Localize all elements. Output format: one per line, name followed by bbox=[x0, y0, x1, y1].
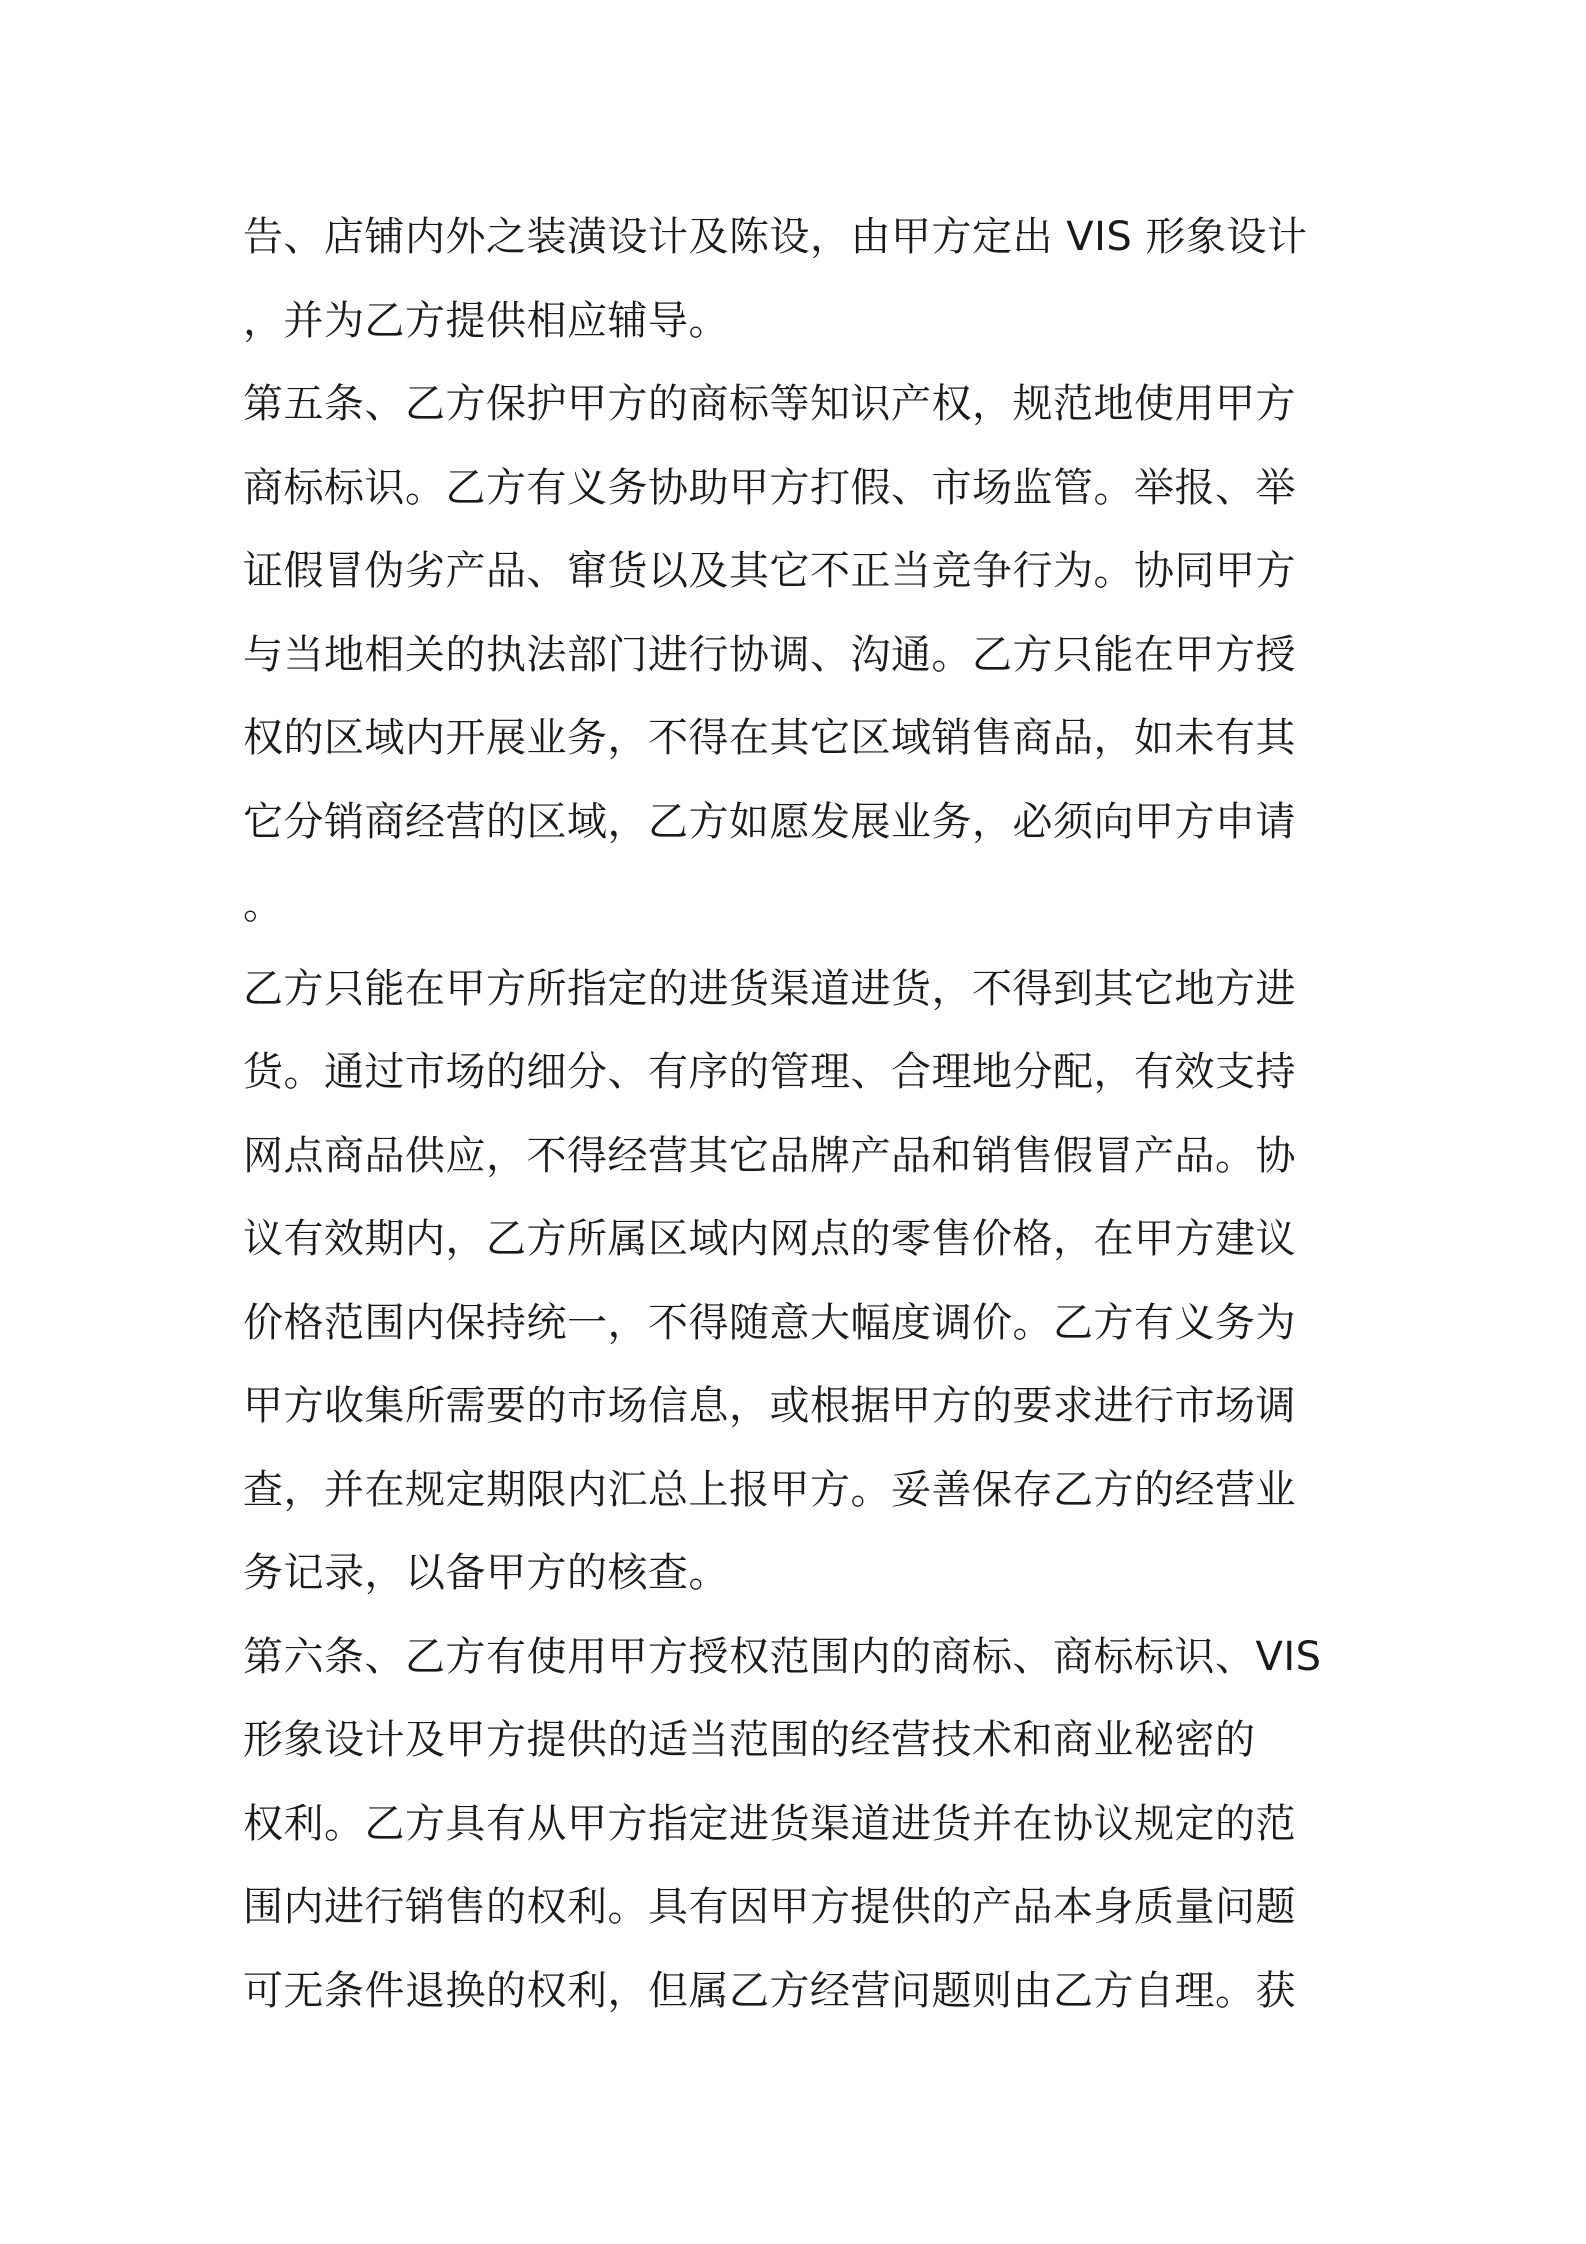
text-line: 可无条件退换的权利，但属乙方经营问题则由乙方自理。获 bbox=[243, 1967, 1296, 2014]
text-line: 乙方只能在甲方所指定的进货渠道进货，不得到其它地方进 bbox=[243, 965, 1296, 1012]
text-line: 货。通过市场的细分、有序的管理、合理地分配，有效支持 bbox=[243, 1049, 1296, 1095]
document-body bbox=[243, 196, 1353, 2033]
text-line: 查，并在规定期限内汇总上报甲方。妥善保存乙方的经营业 bbox=[243, 1466, 1296, 1513]
text-line: 。 bbox=[243, 882, 284, 928]
text-line: 它分销商经营的区域，乙方如愿发展业务，必须向甲方申请 bbox=[243, 798, 1296, 845]
text-line: 价格范围内保持统一，不得随意大幅度调价。乙方有义务为 bbox=[243, 1299, 1296, 1346]
text-line: 第六条、乙方有使用甲方授权范围内的商标、商标标识、VIS bbox=[243, 1633, 1322, 1680]
text-line: 议有效期内，乙方所属区域内网点的零售价格，在甲方建议 bbox=[243, 1216, 1296, 1262]
text-line: 第五条、乙方保护甲方的商标等知识产权，规范地使用甲方 bbox=[243, 381, 1296, 427]
text-line: 权的区域内开展业务，不得在其它区域销售商品，如未有其 bbox=[243, 715, 1296, 761]
text-line: 务记录，以备甲方的核查。 bbox=[243, 1550, 729, 1596]
text-line: 证假冒伪劣产品、窜货以及其它不正当竞争行为。协同甲方 bbox=[243, 548, 1296, 594]
text-line: 与当地相关的执法部门进行协调、沟通。乙方只能在甲方授 bbox=[243, 631, 1296, 678]
text-line: 商标标识。乙方有义务协助甲方打假、市场监管。举报、举 bbox=[243, 464, 1296, 511]
text-line: 围内进行销售的权利。具有因甲方提供的产品本身质量问题 bbox=[243, 1884, 1296, 1930]
text-line: 形象设计及甲方提供的适当范围的经营技术和商业秘密的 bbox=[243, 1717, 1256, 1763]
text-line: 告、店铺内外之装潢设计及陈设，由甲方定出 VIS 形象设计 bbox=[243, 214, 1308, 260]
text-line: ，并为乙方提供相应辅导。 bbox=[243, 297, 729, 344]
text-line: 权利。乙方具有从甲方指定进货渠道进货并在协议规定的范 bbox=[243, 1800, 1296, 1847]
text-line: 甲方收集所需要的市场信息，或根据甲方的要求进行市场调 bbox=[243, 1383, 1296, 1429]
text-line: 网点商品供应，不得经营其它品牌产品和销售假冒产品。协 bbox=[243, 1132, 1296, 1179]
